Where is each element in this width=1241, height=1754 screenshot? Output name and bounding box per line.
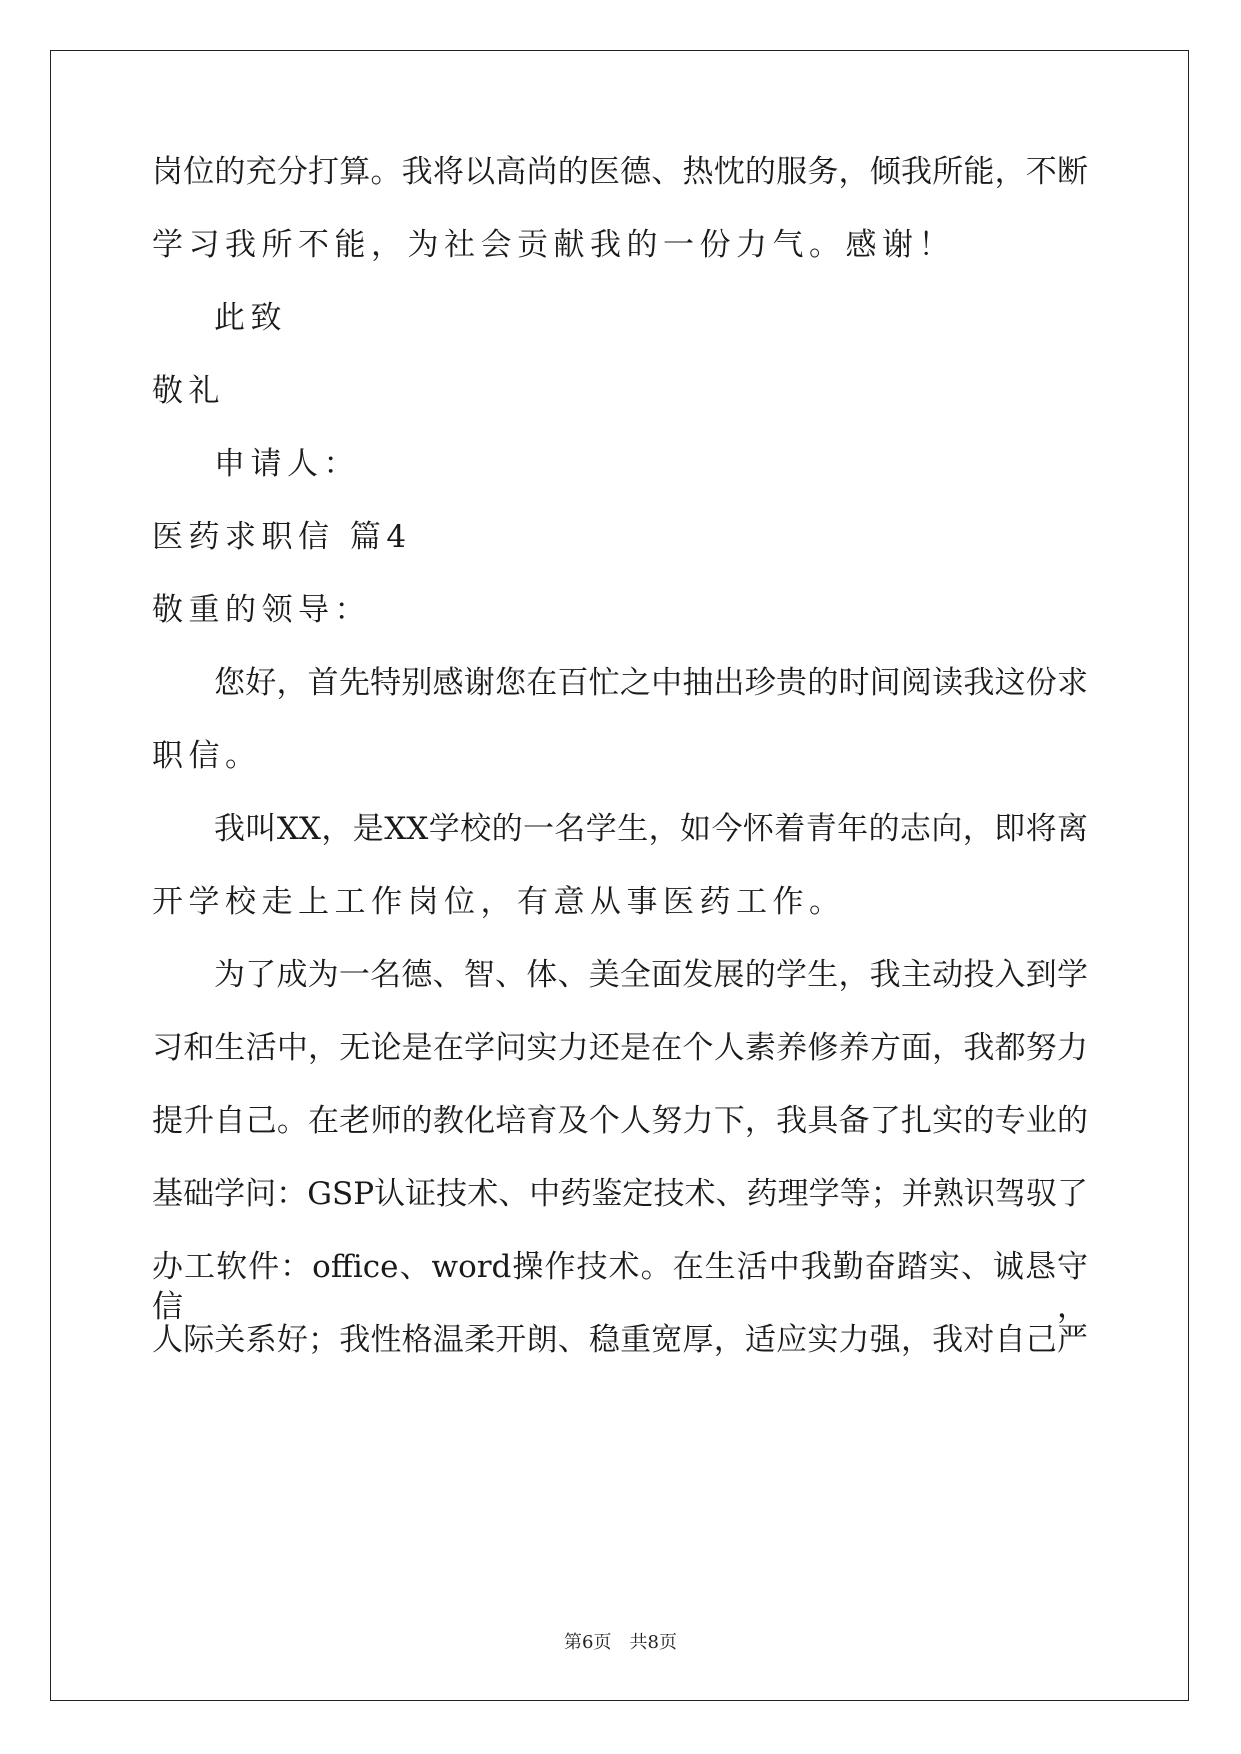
paragraph-line: 提升自己。在老师的教化培育及个人努力下，我具备了扎实的专业的 <box>152 1103 1088 1139</box>
paragraph-line: 办工软件：office、word操作技术。在生活中我勤奋踏实、诚恳守信， <box>152 1249 1088 1325</box>
closing-regards: 敬礼 <box>152 373 225 409</box>
closing-salutation: 此致 <box>214 300 287 336</box>
paragraph-line: 开学校走上工作岗位，有意从事医药工作。 <box>152 884 846 920</box>
paragraph-line: 习和生活中，无论是在学问实力还是在个人素养修养方面，我都努力 <box>152 1030 1088 1066</box>
paragraph-line: 职信。 <box>152 738 262 774</box>
greeting: 敬重的领导： <box>152 592 371 628</box>
paragraph-line: 岗位的充分打算。我将以高尚的医德、热忱的服务，倾我所能，不断 <box>152 154 1088 190</box>
paragraph-line: 基础学问：GSP认证技术、中药鉴定技术、药理学等；并熟识驾驭了 <box>152 1176 1088 1212</box>
paragraph-line: 为了成为一名德、智、体、美全面发展的学生，我主动投入到学 <box>214 957 1088 993</box>
paragraph-line: 学习我所不能，为社会贡献我的一份力气。感谢！ <box>152 227 955 263</box>
paragraph-line: 我叫XX，是XX学校的一名学生，如今怀着青年的志向，即将离 <box>214 811 1088 847</box>
page-number: 第6页 共8页 <box>564 1632 677 1653</box>
section-title: 医药求职信 篇4 <box>152 519 412 555</box>
applicant-signature: 申请人： <box>214 446 360 482</box>
paragraph-line: 人际关系好；我性格温柔开朗、稳重宽厚，适应实力强，我对自己严 <box>152 1322 1088 1358</box>
paragraph-line: 您好，首先特别感谢您在百忙之中抽出珍贵的时间阅读我这份求 <box>214 665 1088 701</box>
